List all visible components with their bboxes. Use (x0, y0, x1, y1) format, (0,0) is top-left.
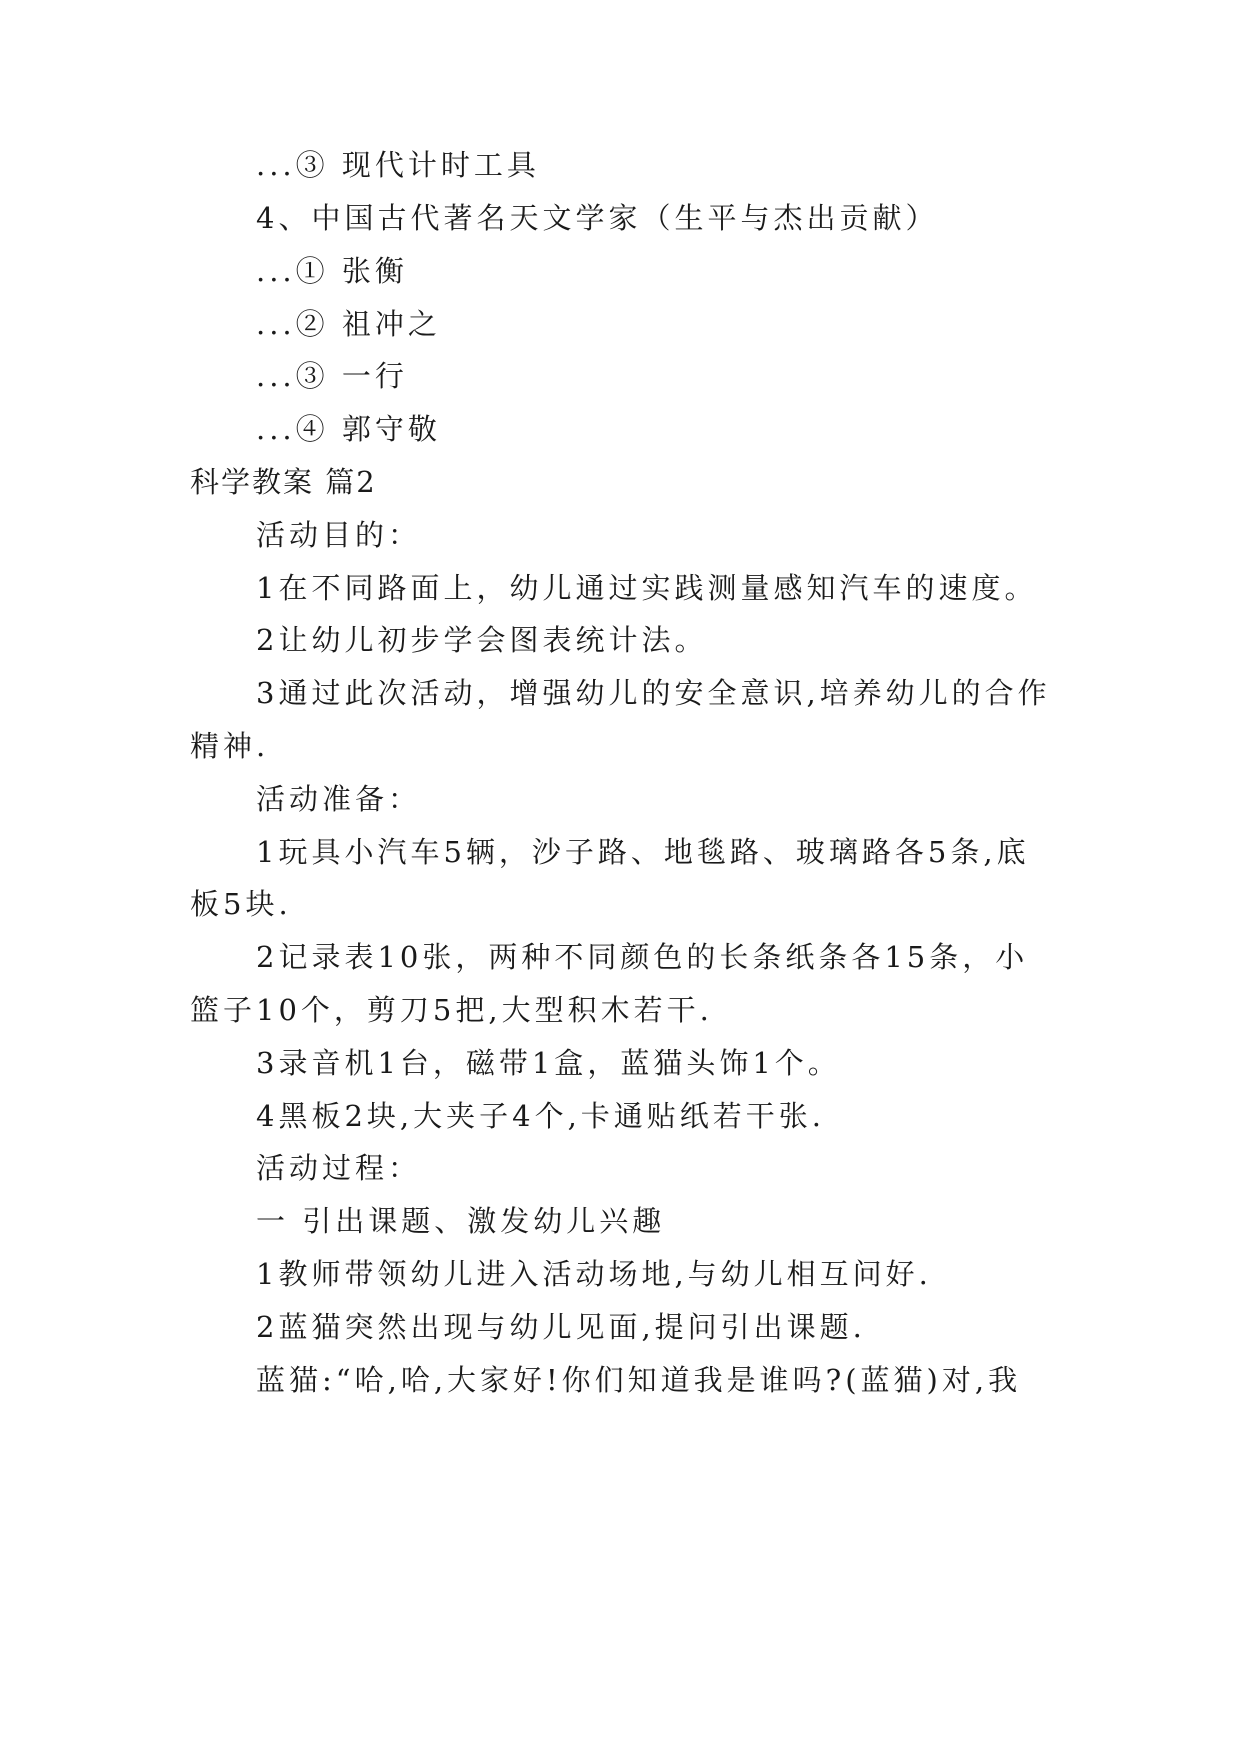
preparation-heading: 活动准备： (256, 782, 422, 816)
objective-2: 2让幼儿初步学会图表统计法。 (256, 623, 708, 657)
preparation-3: 3录音机1台，磁带1盒，蓝猫头饰1个。 (256, 1046, 841, 1080)
preparation-4: 4黑板2块,大夹子4个,卡通贴纸若干张. (256, 1099, 826, 1133)
objective-3-continued: 精神. (190, 729, 270, 763)
list-item-zhang-heng: ...① 张衡 (256, 254, 408, 288)
section-heading-astronomers: 4、中国古代著名天文学家（生平与杰出贡献） (256, 201, 939, 235)
process-step-2: 2蓝猫突然出现与幼儿见面,提问引出课题. (256, 1310, 866, 1344)
lesson-title: 科学教案 篇2 (190, 465, 377, 499)
preparation-2-continued: 篮子10个，剪刀5把,大型积木若干. (190, 993, 713, 1027)
preparation-1-continued: 板5块. (190, 887, 292, 921)
objective-3: 3通过此次活动，增强幼儿的安全意识,培养幼儿的合作 (256, 676, 1051, 710)
process-step-heading: 一 引出课题、激发幼儿兴趣 (256, 1204, 666, 1238)
dialogue-line: 蓝猫:“哈,哈,大家好!你们知道我是谁吗?(蓝猫)对,我 (256, 1363, 1022, 1397)
objective-1: 1在不同路面上，幼儿通过实践测量感知汽车的速度。 (256, 571, 1038, 605)
list-item-zu-chongzhi: ...② 祖冲之 (256, 307, 441, 341)
list-item-guo-shoujing: ...④ 郭守敬 (256, 412, 441, 446)
preparation-2: 2记录表10张，两种不同颜色的长条纸条各15条，小 (256, 940, 1029, 974)
preparation-1: 1玩具小汽车5辆，沙子路、地毯路、玻璃路各5条,底 (256, 835, 1030, 869)
process-heading: 活动过程： (256, 1151, 422, 1185)
list-item-modern-timekeeping: ...③ 现代计时工具 (256, 148, 540, 182)
objectives-heading: 活动目的： (256, 518, 422, 552)
list-item-yi-xing: ...③ 一行 (256, 359, 408, 393)
process-step-1: 1教师带领幼儿进入活动场地,与幼儿相互问好. (256, 1257, 932, 1291)
